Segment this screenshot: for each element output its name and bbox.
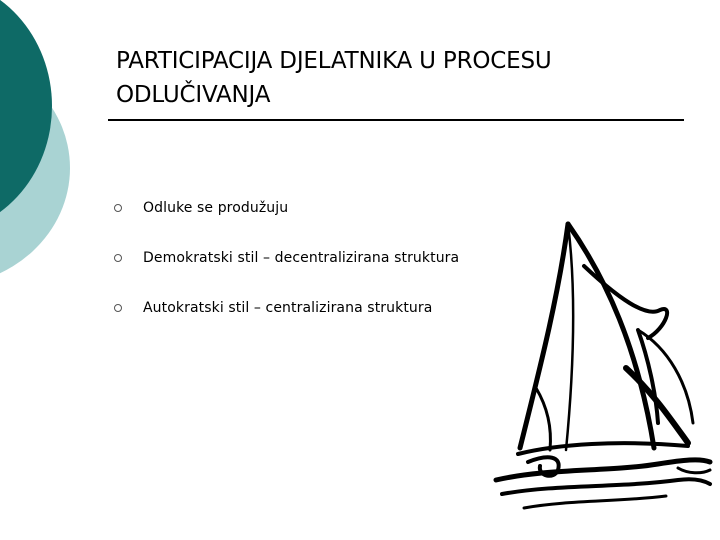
title-underline [108, 119, 684, 121]
bullet-text: Odluke se produžuju [143, 200, 289, 216]
bullet-item [114, 296, 459, 320]
bullet-icon [114, 304, 122, 312]
sailboat-icon [488, 218, 713, 518]
bullet-list [114, 196, 459, 346]
bullet-item [114, 196, 459, 220]
bullet-icon [114, 204, 122, 212]
slide-title: PARTICIPACIJA DJELATNIKA U PROCESU ODLUČIVANJA [116, 48, 552, 108]
teal-circles-decoration [0, 0, 80, 300]
bullet-icon [114, 254, 122, 262]
bullet-text: Autokratski stil – centralizirana struktura [143, 300, 433, 316]
bullet-text: Demokratski stil – decentralizirana struktura [143, 250, 460, 266]
bullet-item [114, 246, 459, 270]
